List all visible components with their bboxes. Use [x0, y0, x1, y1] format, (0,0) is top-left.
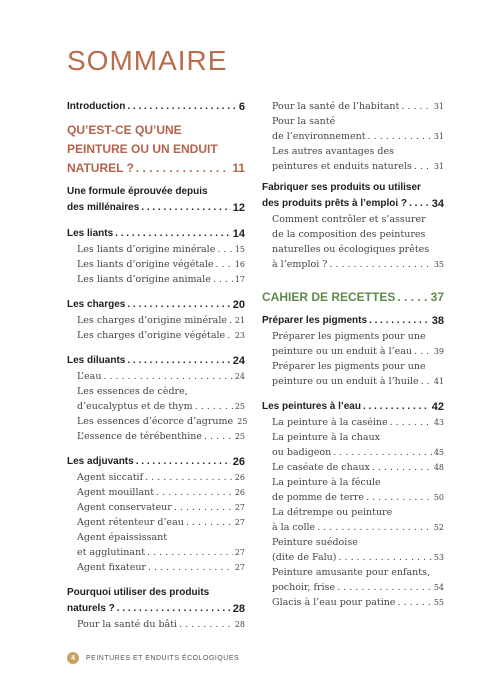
toc-entry-text: d’eucalyptus et de thym: [77, 401, 193, 412]
dot-leader: [186, 515, 233, 530]
toc-subentry[interactable]: [262, 144, 444, 174]
toc-page-number: 48: [433, 463, 444, 472]
toc-entry-text: Agent rétenteur d’eau: [77, 517, 184, 528]
toc-entry[interactable]: [262, 399, 444, 415]
toc-page-number: 17: [234, 275, 245, 284]
dot-leader: [397, 288, 428, 307]
toc-page-number: 26: [234, 473, 245, 482]
toc-entry-text: Agent siccatif: [77, 472, 144, 483]
toc-page-number: 26: [234, 488, 245, 497]
toc-entry-text: Comment contrôler et s’assurer: [272, 214, 426, 225]
toc-entry-text: peinture ou un enduit à l’eau: [272, 346, 413, 357]
toc-entry-text: (dite de Falu): [272, 552, 337, 563]
spacer: [262, 272, 444, 282]
dot-leader: [409, 196, 430, 212]
toc-subentry[interactable]: [262, 595, 444, 610]
toc-subentry[interactable]: [262, 114, 444, 144]
toc-page-number: 24: [232, 355, 245, 367]
toc-entry-text: Les liants: [67, 228, 114, 239]
toc-page-number: 39: [433, 347, 444, 356]
toc-entry-text: Les liants d’origine végétale: [77, 259, 214, 270]
toc-subentry[interactable]: [262, 505, 444, 535]
toc-page-number: 27: [234, 503, 245, 512]
toc-page-number: 54: [433, 583, 444, 592]
dot-leader: [401, 99, 431, 114]
toc-subentry[interactable]: [67, 272, 245, 287]
toc-entry-text: Pour la santé de l’habitant: [272, 101, 400, 112]
dot-leader: [179, 617, 233, 632]
spacer: [262, 389, 444, 399]
toc-entry-text: Le caséate de chaux: [272, 462, 370, 473]
toc-subentry[interactable]: [67, 369, 245, 384]
toc-subentry[interactable]: [67, 384, 245, 414]
toc-page-number: 42: [431, 401, 444, 413]
dot-leader: [217, 242, 232, 257]
toc-entry-text: Les charges d’origine végétale: [77, 330, 226, 341]
dot-leader: [136, 159, 230, 178]
toc-entry-text: naturelles ou écologiques prêtes: [272, 244, 430, 255]
dot-leader: [333, 445, 432, 460]
toc-entry-text: Agent fixateur: [77, 562, 146, 573]
dot-leader: [141, 200, 230, 216]
toc-entry-text: Les peintures à l’eau: [262, 401, 361, 412]
toc-entry-text: Glacis à l’eau pour patine: [272, 597, 396, 608]
toc-section-heading[interactable]: [262, 288, 444, 307]
toc-entry-text: Une formule éprouvée depuis: [67, 186, 208, 197]
dot-leader: [147, 545, 233, 560]
toc-page-number: 14: [232, 228, 245, 240]
toc-entry-text: à l’emploi ?: [272, 259, 328, 270]
toc-entry-text: Agent mouillant: [77, 487, 155, 498]
toc-entry-text: ou badigeon: [272, 447, 332, 458]
page-number-badge: 4: [67, 652, 79, 664]
toc-entry-text: La peinture à la caséine: [272, 417, 388, 428]
toc-entry[interactable]: [67, 184, 245, 216]
toc-page-number: 25: [234, 402, 245, 411]
toc-subentry[interactable]: [67, 485, 245, 500]
toc-page-number: 27: [234, 563, 245, 572]
toc-subentry[interactable]: [262, 565, 444, 595]
toc-entry-text: Pour la santé du bâti: [77, 619, 178, 630]
toc-entry-text: Les essences d’écorce d’agrume: [77, 416, 234, 427]
dot-leader: [414, 344, 432, 359]
toc-page-number: 12: [232, 202, 245, 214]
toc-subentry[interactable]: [262, 415, 444, 430]
toc-page-number: 41: [433, 377, 444, 386]
toc-page-number: 31: [433, 102, 444, 111]
page-footer: [67, 652, 239, 664]
toc-entry-text: Les charges: [67, 299, 126, 310]
toc-entry-text: Les liants d’origine minérale: [77, 244, 216, 255]
toc-page-number: 11: [232, 161, 245, 175]
toc-page-number: 38: [431, 315, 444, 327]
toc-entry-text: Les adjuvants: [67, 456, 134, 467]
dot-leader: [204, 429, 233, 444]
dot-leader: [372, 460, 432, 475]
toc-entry-text: Préparer les pigments pour une: [272, 361, 426, 372]
toc-column-left: [67, 99, 248, 632]
toc-entry[interactable]: [67, 585, 245, 617]
toc-subentry[interactable]: [262, 475, 444, 505]
toc-page-number: 27: [234, 548, 245, 557]
dot-leader: [213, 272, 233, 287]
toc-entry[interactable]: [262, 180, 444, 212]
toc-entry-text: Agent conservateur: [77, 502, 172, 513]
toc-entry-text: Les liants d’origine animale: [77, 274, 211, 285]
toc-entry[interactable]: [67, 99, 245, 115]
dot-leader: [136, 454, 231, 470]
dot-leader: [317, 520, 432, 535]
toc-page-number: 31: [433, 132, 444, 141]
toc-subentry[interactable]: [67, 515, 245, 530]
toc-page-number: 50: [433, 493, 444, 502]
dot-leader: [156, 485, 233, 500]
dot-leader: [363, 399, 430, 415]
toc-entry[interactable]: [67, 297, 245, 313]
toc-page-number: 45: [433, 448, 444, 457]
spacer: [67, 216, 245, 226]
toc-subentry[interactable]: [67, 242, 245, 257]
toc-page-number: 55: [433, 598, 444, 607]
toc-entry-text: Peinture amusante pour enfants,: [272, 567, 431, 578]
toc-subentry[interactable]: [67, 500, 245, 515]
running-title: PEINTURES ET ENDUITS ÉCOLOGIQUES: [86, 654, 240, 662]
toc-entry[interactable]: [67, 454, 245, 470]
toc-entry-text: Les charges d’origine minérale: [77, 315, 228, 326]
toc-entry-text: peintures et enduits naturels: [272, 161, 412, 172]
dot-leader: [338, 550, 431, 565]
toc-page-number: 52: [433, 523, 444, 532]
dot-leader: [103, 369, 232, 384]
toc-page-number: 15: [234, 245, 245, 254]
toc-subentry[interactable]: [67, 429, 245, 444]
spacer: [67, 287, 245, 297]
spacer: [67, 575, 245, 585]
toc-page-number: 24: [234, 372, 245, 381]
dot-leader: [369, 313, 430, 329]
toc-subentry[interactable]: [262, 430, 444, 460]
toc-page-number: 34: [431, 198, 444, 210]
toc-entry-text: La peinture à la fécule: [272, 477, 381, 488]
toc-page-number: 35: [433, 260, 444, 269]
toc-page-number: 21: [234, 316, 245, 325]
toc-subentry[interactable]: [262, 212, 444, 272]
toc-subentry[interactable]: [67, 328, 245, 343]
toc-entry-text: Introduction: [67, 101, 126, 112]
toc-entry-text: naturels ?: [67, 603, 115, 614]
toc-entry[interactable]: [67, 353, 245, 369]
toc-section-heading[interactable]: [67, 121, 245, 178]
toc-page-number: 23: [234, 331, 245, 340]
toc-entry-text: Agent épaississant: [77, 532, 168, 543]
page-title: SOMMAIRE: [67, 45, 228, 76]
toc-entry-text: La détrempe ou peinture: [272, 507, 393, 518]
dot-leader: [195, 399, 233, 414]
toc-entry-text: QU’EST-CE QU’UNE: [67, 123, 182, 137]
toc-entry-text: Pour la santé: [272, 116, 336, 127]
toc-subentry[interactable]: [67, 617, 245, 632]
spacer: [67, 444, 245, 454]
dot-leader: [414, 159, 432, 174]
toc-page-number: 25: [234, 432, 245, 441]
toc-page-number: 28: [234, 620, 245, 629]
toc-subentry[interactable]: [262, 460, 444, 475]
toc-subentry[interactable]: [67, 414, 248, 429]
toc-entry-text: L’eau: [77, 371, 102, 382]
toc-entry-text: Les autres avantages des: [272, 146, 394, 157]
toc-entry-text: des millénaires: [67, 202, 140, 213]
toc-page-number: 28: [232, 603, 245, 615]
dot-leader: [421, 374, 432, 389]
toc-entry-text: à la colle: [272, 522, 316, 533]
dot-leader: [229, 313, 233, 328]
toc-entry[interactable]: [262, 313, 444, 329]
toc-column-right: [262, 99, 444, 610]
toc-entry-text: de la composition des peintures: [272, 229, 426, 240]
toc-entry-text: de l’environnement: [272, 131, 366, 142]
toc-entry-text: CAHIER DE RECETTES: [262, 290, 396, 304]
toc-entry-text: Préparer les pigments pour une: [272, 331, 426, 342]
toc-entry-text: Les diluants: [67, 355, 126, 366]
toc-entry-text: Les essences de cèdre,: [77, 386, 188, 397]
toc-subentry[interactable]: [67, 470, 245, 485]
toc-page-number: 20: [232, 299, 245, 311]
toc-entry-text: des produits prêts à l’emploi ?: [262, 198, 408, 209]
toc-page-number: 43: [433, 418, 444, 427]
dot-leader: [127, 353, 230, 369]
dot-leader: [148, 560, 233, 575]
toc-entry[interactable]: [67, 226, 245, 242]
toc-entry-text: de pomme de terre: [272, 492, 365, 503]
dot-leader: [368, 129, 432, 144]
toc-subentry[interactable]: [67, 560, 245, 575]
toc-subentry[interactable]: [262, 535, 444, 565]
toc-subentry[interactable]: [67, 257, 245, 272]
toc-page-number: 6: [238, 101, 245, 113]
dot-leader: [174, 500, 233, 515]
toc-entry-text: et agglutinant: [77, 547, 146, 558]
toc-page-number: 26: [232, 456, 245, 468]
dot-leader: [227, 328, 233, 343]
toc-entry-text: Pourquoi utiliser des produits: [67, 587, 210, 598]
dot-leader: [329, 257, 431, 272]
dot-leader: [127, 297, 230, 313]
toc-entry-text: pochoir, frise: [272, 582, 336, 593]
dot-leader: [145, 470, 233, 485]
toc-entry-text: PEINTURE OU UN ENDUIT: [67, 142, 218, 156]
toc-entry-text: Préparer les pigments: [262, 315, 368, 326]
toc-subentry[interactable]: [67, 313, 245, 328]
spacer: [67, 343, 245, 353]
dot-leader: [127, 99, 237, 115]
dot-leader: [115, 226, 231, 242]
dot-leader: [390, 415, 432, 430]
dot-leader: [117, 601, 231, 617]
dot-leader: [398, 595, 432, 610]
toc-subentry[interactable]: [262, 359, 444, 389]
toc-page-number: 31: [433, 162, 444, 171]
toc-entry-text: Fabriquer ses produits ou utiliser: [262, 182, 421, 193]
toc-subentry[interactable]: [262, 329, 444, 359]
toc-subentry[interactable]: [67, 530, 245, 560]
toc-subentry[interactable]: [262, 99, 444, 114]
toc-entry-text: NATUREL ?: [67, 161, 134, 175]
toc-page-number: 27: [234, 518, 245, 527]
toc-entry-text: peinture ou un enduit à l’huile: [272, 376, 419, 387]
dot-leader: [216, 257, 233, 272]
toc-page-number: 25: [237, 417, 248, 426]
toc-page-number: 37: [430, 290, 444, 304]
toc-page-number: 53: [433, 553, 444, 562]
dot-leader: [366, 490, 432, 505]
toc-entry-text: L’essence de térébenthine: [77, 431, 202, 442]
dot-leader: [337, 580, 432, 595]
toc-entry-text: La peinture à la chaux: [272, 432, 380, 443]
toc-page-number: 16: [234, 260, 245, 269]
toc-entry-text: Peinture suédoise: [272, 537, 358, 548]
